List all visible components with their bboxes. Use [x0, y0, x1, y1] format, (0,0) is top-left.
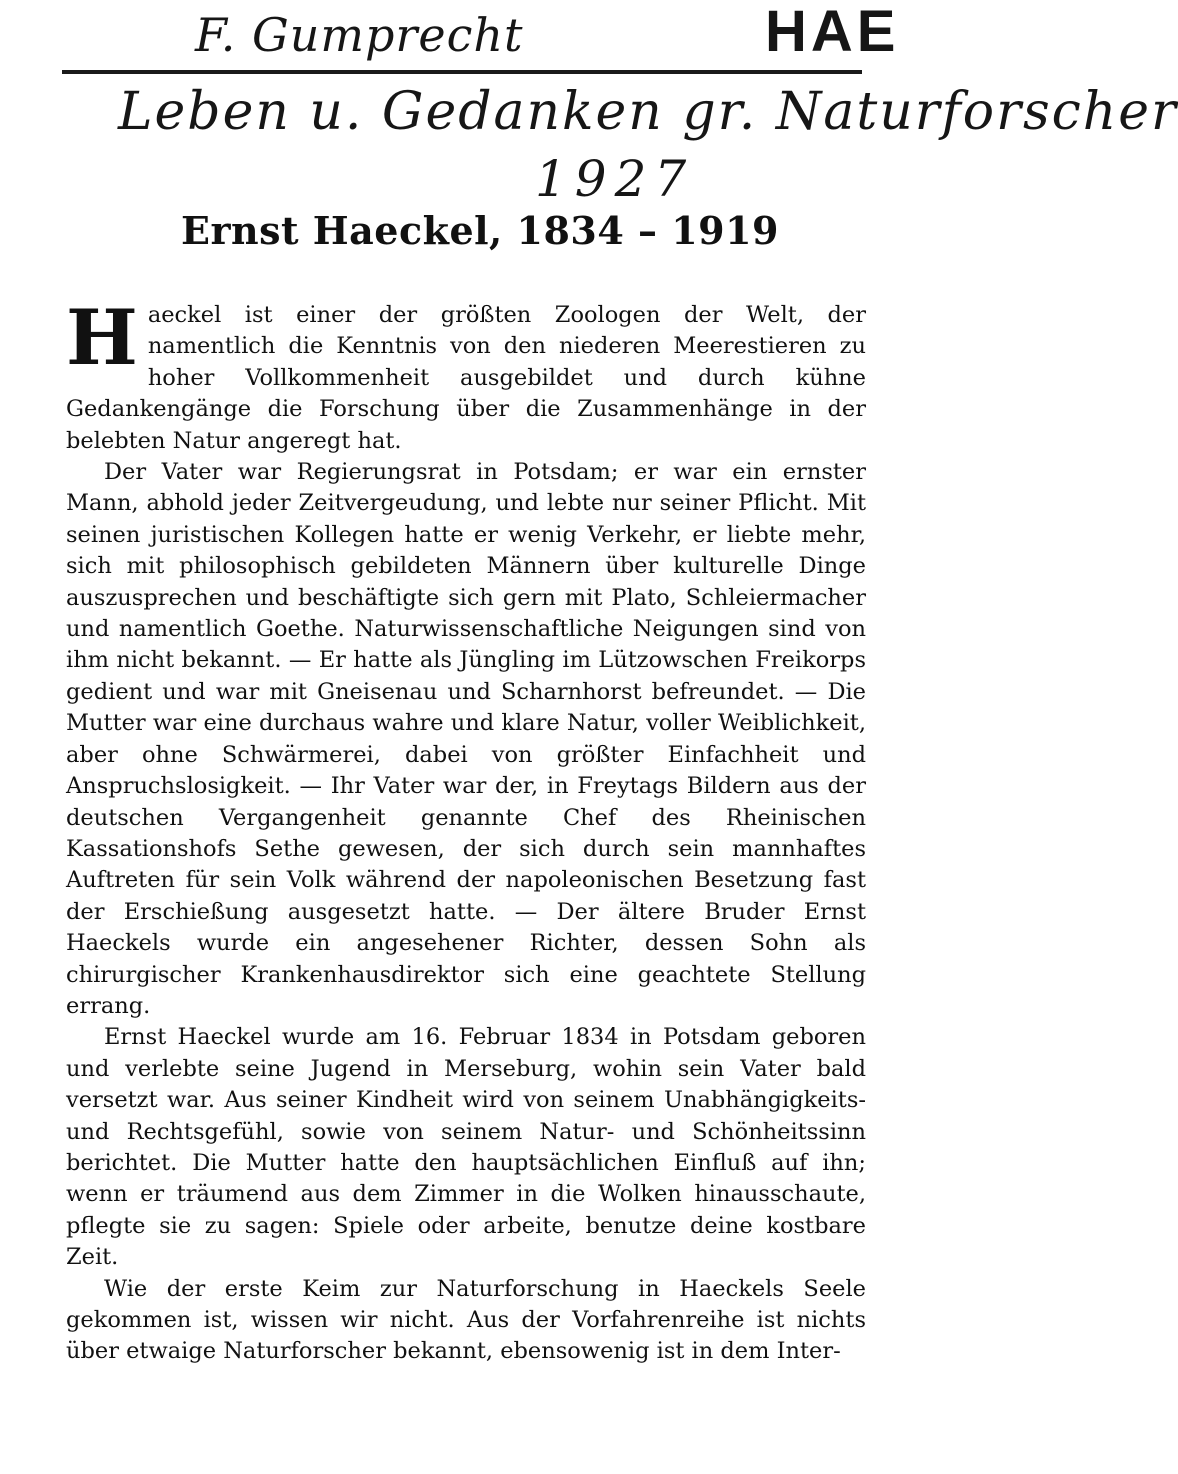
paragraph-2: Der Vater war Regierungsrat in Potsdam; er war ein ernster Mann, abhold jeder Zeitvergeudung, und lebte nur seiner Pflicht. Mit seinen juristischen Kollegen hatte er wenig Verkehr, er liebte mehr, sich mit philosophisch gebildeten Männern über kulturelle Dinge auszusprechen und beschäftigte sich gern mit Plato, Schleiermacher und namentlich Goethe. Naturwissenschaftliche Neigungen sind von ihm nicht bekannt. — Er hatte als Jüngling im Lützowschen Freikorps gedient und war mit Gneisenau und Scharnhorst befreundet. — Die Mutter war eine durchaus wahre und klare Natur, voller Weiblichkeit, aber ohne Schwärmerei, dabei von größter Einfachheit und Anspruchslosigkeit. — Ihr Vater war der, in Freytags Bildern aus der deutschen Vergangenheit genannte Chef des Rheinischen Kassationshofs Sethe gewesen, der sich durch sein mannhaftes Auftreten für sein Volk während der napoleonischen Besetzung fast der Erschießung ausgesetzt hatte. — Der ältere Bruder Ernst Haeckels wurde ein angesehener Richter, dessen Sohn als chirurgischer Krankenhausdirektor sich eine geachtete Stellung errang. [66, 459, 866, 1019]
paragraph-1 [66, 293, 866, 457]
handwritten-note: Leben u. Gedanken gr. Naturforscher [118, 82, 1178, 142]
paragraph-3: Ernst Haeckel wurde am 16. Februar 1834 in Potsdam geboren und verlebte seine Jugend in Merseburg, wohin sein Vater bald versetzt war. Aus seiner Kindheit wird von seinem Unabhängigkeits- und Rechtsgefühl, sowie von seinem Natur- und Schönheitssinn berichtet. Die Mutter hatte den hauptsächlichen Einfluß auf ihn; wenn er träumend aus dem Zimmer in die Wolken hinausschaute, pflegte sie zu sagen: Spiele oder arbeite, benutze deine kostbare Zeit. [66, 1024, 866, 1271]
handwritten-code: HAE [765, 0, 900, 64]
header-rule [62, 70, 862, 74]
drop-cap-initial: H [66, 293, 138, 382]
page-title: Ernst Haeckel, 1834 – 1919 [180, 208, 779, 253]
paragraph-1-text: aeckel ist einer der größten Zoologen der Welt, der namentlich die Kenntnis von den niederen Meerestieren zu hoher Vollkommenheit ausgebildet und durch kühne Gedankengänge die Forschung über die Zusammenhänge in der belebten Natur angeregt hat. [66, 302, 866, 454]
body-text [66, 293, 866, 1368]
handwritten-author: F. Gumprecht [195, 8, 524, 62]
handwritten-year: 1927 [535, 150, 695, 208]
paragraph-4: Wie der erste Keim zur Naturforschung in Haeckels Seele gekommen ist, wissen wir nicht. Aus der Vorfahrenreihe ist nichts über etwaige Naturforscher bekannt, ebensowenig ist in dem Inter- [66, 1275, 866, 1365]
